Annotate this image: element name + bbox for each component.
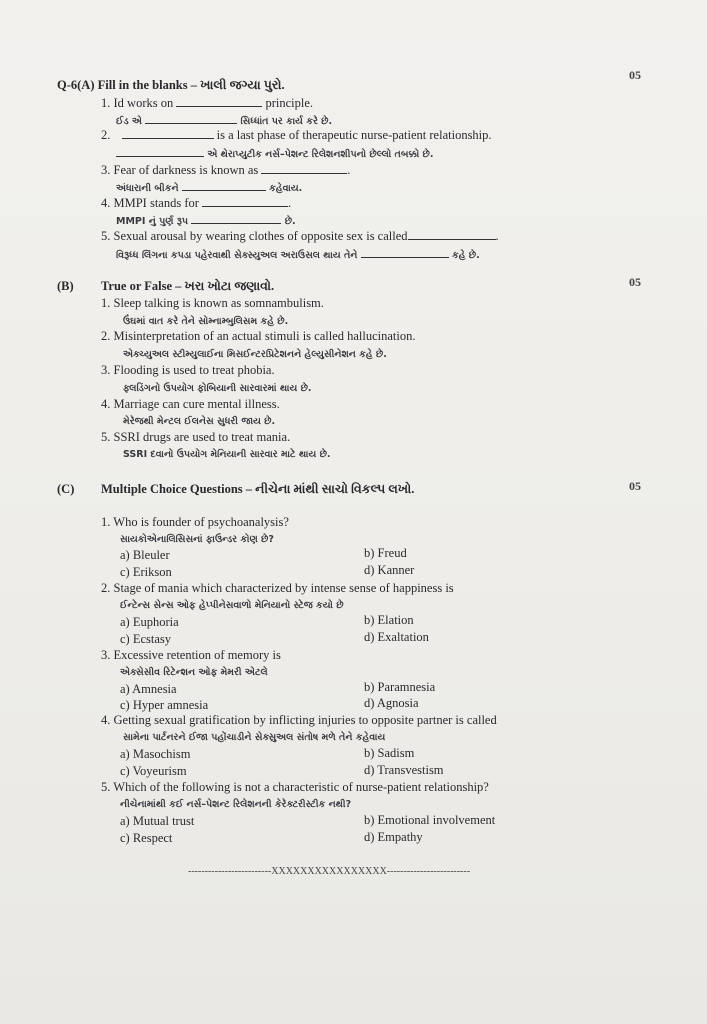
marks-c: 05 bbox=[629, 479, 641, 493]
c2-option-c: c) Ecstasy bbox=[120, 632, 172, 646]
a3-gu bbox=[116, 179, 302, 196]
a3-gu-part2: કહેવાય. bbox=[269, 183, 303, 194]
c4-option-b: b) Sadism bbox=[364, 746, 415, 760]
a1-gu-blank bbox=[145, 112, 237, 124]
marks-a: 05 bbox=[629, 68, 641, 82]
b3-gu: ફ્લડિંગનો ઉપયોગ ફોબિયાની સારવારમાં થાય છે. bbox=[123, 383, 312, 394]
c4-option-a: a) Masochism bbox=[120, 747, 191, 761]
a4-num: 4. bbox=[101, 196, 111, 210]
a5-gu bbox=[116, 246, 480, 263]
a4-gu-blank bbox=[191, 212, 281, 224]
b2-gu: એક્ચ્યુઅલ સ્ટીમ્યુલાઈના મિસઈન્ટરપ્રિટેશનને હેલ્યુસીનેશન કહે છે. bbox=[123, 349, 387, 360]
a4-en bbox=[101, 195, 291, 211]
a2-en bbox=[101, 127, 492, 143]
a3-en-part2: . bbox=[347, 163, 351, 177]
a3-gu-part1: અંધારાની બીકને bbox=[116, 183, 179, 194]
a5-blank bbox=[408, 228, 496, 240]
c5-text: Which of the following is not a characteristic of nurse-patient relationship? bbox=[113, 780, 489, 794]
section-b-title: True or False – ખરા ખોટા જણાવો. bbox=[101, 279, 275, 293]
c1-en bbox=[101, 515, 289, 530]
c3-option-c: c) Hyper amnesia bbox=[120, 698, 209, 712]
a2-gu-part2: એ થેરાપ્યુટીક નર્સ–પેશન્ટ રિલેશનશીપનો છેલ્લો તબક્કો છે. bbox=[207, 149, 434, 160]
b3-text: Flooding is used to treat phobia. bbox=[113, 363, 275, 377]
b4-text: Marriage can cure mental illness. bbox=[113, 397, 280, 411]
section-c-title: Multiple Choice Questions – નીચેના માંથી સાચો વિકલ્પ લખો. bbox=[101, 482, 415, 496]
b4-en bbox=[101, 397, 280, 412]
c1-option-a: a) Bleuler bbox=[120, 548, 170, 562]
a4-gu-part2: છે. bbox=[284, 216, 296, 227]
c3-gu: એક્સેસીવ રિટેન્શન ઓફ મેમરી એટલે bbox=[120, 667, 268, 678]
a5-en-part1: Sexual arousal by wearing clothes of opposite sex is called bbox=[113, 229, 408, 243]
b2-en bbox=[101, 329, 416, 344]
a3-en bbox=[101, 162, 351, 178]
section-a-label: Q-6(A) bbox=[57, 78, 95, 92]
a2-gu bbox=[116, 145, 433, 162]
a1-en-part2: principle. bbox=[265, 96, 314, 110]
a5-en bbox=[101, 228, 499, 244]
a4-blank bbox=[202, 195, 288, 207]
a2-gu-blank bbox=[116, 145, 204, 157]
c3-en bbox=[101, 648, 281, 663]
c5-num: 5. bbox=[101, 780, 111, 794]
c5-en bbox=[101, 780, 489, 795]
a5-gu-blank bbox=[361, 246, 449, 258]
b2-text: Misinterpretation of an actual stimuli is called hallucination. bbox=[113, 329, 416, 343]
a5-gu-part1: વિરૂધ્ધ લિંગના કપડા પહેરવાથી સેક્સ્યુઅલ અરાઉસલ થાય તેને bbox=[116, 250, 358, 261]
c5-option-a: a) Mutual trust bbox=[120, 814, 195, 828]
b5-text: SSRI drugs are used to treat mania. bbox=[113, 430, 291, 444]
b2-num: 2. bbox=[101, 329, 111, 343]
c1-option-d: d) Kanner bbox=[364, 563, 415, 577]
c3-num: 3. bbox=[101, 648, 111, 662]
c2-option-b: b) Elation bbox=[364, 613, 414, 627]
a2-num: 2. bbox=[101, 128, 111, 142]
section-a-heading bbox=[57, 78, 285, 93]
c1-option-c: c) Erikson bbox=[120, 565, 172, 579]
end-marker: -------------------------XXXXXXXXXXXXXXXX------------------------- bbox=[188, 866, 471, 877]
c1-gu: સાયકોએનાલિસિસનાં ફાઉન્ડર કોણ છે? bbox=[120, 534, 274, 545]
c5-option-b: b) Emotional involvement bbox=[364, 813, 496, 827]
a4-en-part1: MMPI stands for bbox=[113, 196, 199, 210]
marks-b: 05 bbox=[629, 275, 641, 289]
c2-gu: ઈન્ટેન્સ સેન્સ ઓફ હેપ્પીનેસવાળો મેનિયાનો સ્ટેજ કયો છે bbox=[120, 600, 344, 611]
a3-num: 3. bbox=[101, 163, 111, 177]
a1-en-part1: Id works on bbox=[113, 96, 174, 110]
b3-en bbox=[101, 363, 275, 378]
b3-num: 3. bbox=[101, 363, 111, 377]
b4-gu: મેરેજથી મેન્ટલ ઈલનેસ સુધરી જાય છે. bbox=[123, 416, 276, 427]
c3-option-a: a) Amnesia bbox=[120, 682, 177, 696]
c3-option-d: d) Agnosia bbox=[364, 696, 419, 710]
b1-num: 1. bbox=[101, 296, 111, 310]
b1-text: Sleep talking is known as somnambulism. bbox=[113, 296, 324, 310]
c2-en bbox=[101, 581, 454, 596]
c4-option-d: d) Transvestism bbox=[364, 763, 444, 777]
b5-en bbox=[101, 430, 290, 445]
c4-gu: સામેના પાર્ટનરને ઈજા પહોંચાડીને સેક્સુઅલ સંતોષ મળે તેને કહેવાય bbox=[123, 732, 386, 743]
c3-option-b: b) Paramnesia bbox=[364, 680, 436, 694]
section-a-title: Fill in the blanks – ખાલી જગ્યા પુરો. bbox=[97, 78, 285, 92]
c3-text: Excessive retention of memory is bbox=[113, 648, 281, 662]
b4-num: 4. bbox=[101, 397, 111, 411]
c1-option-b: b) Freud bbox=[364, 546, 407, 560]
c2-option-d: d) Exaltation bbox=[364, 630, 429, 644]
a5-gu-part2: કહે છે. bbox=[451, 250, 480, 261]
b5-gu: SSRI દવાનો ઉપયોગ મેનિયાની સારવાર માટે થાય છે. bbox=[123, 449, 331, 460]
a1-num: 1. bbox=[101, 96, 111, 110]
section-b-label: (B) bbox=[57, 279, 74, 293]
c5-option-c: c) Respect bbox=[120, 831, 173, 845]
a4-gu bbox=[116, 212, 296, 229]
section-c-label: (C) bbox=[57, 482, 75, 496]
c4-num: 4. bbox=[101, 713, 111, 727]
a1-en bbox=[101, 95, 313, 111]
a1-gu-part1: ઈડ એ bbox=[116, 116, 142, 127]
c5-gu: નીચેનામાંથી કઈ નર્સ–પેશન્ટ રિલેશનની કેરેક્ટરીસ્ટીક નથી? bbox=[120, 799, 352, 810]
c4-en bbox=[101, 713, 497, 728]
a1-blank bbox=[176, 95, 262, 107]
a3-blank bbox=[261, 162, 347, 174]
b1-gu: ઉંઘમાં વાત કરે તેને સોમ્નામ્બુલિસમ કહે છે. bbox=[123, 316, 289, 327]
a1-gu-part2: સિધ્ધાંત પર કાર્ય કરે છે. bbox=[240, 116, 333, 127]
c1-num: 1. bbox=[101, 515, 111, 529]
a4-gu-part1: MMPI નું પુર્ણ રૂપ bbox=[116, 216, 189, 227]
b5-num: 5. bbox=[101, 430, 111, 444]
c4-option-c: c) Voyeurism bbox=[120, 764, 187, 778]
a2-blank bbox=[122, 127, 214, 139]
c4-text: Getting sexual gratification by inflicting injuries to opposite partner is called bbox=[113, 713, 497, 727]
c2-num: 2. bbox=[101, 581, 111, 595]
c2-option-a: a) Euphoria bbox=[120, 615, 179, 629]
a4-en-part2: . bbox=[288, 196, 292, 210]
a5-en-part2: . bbox=[495, 229, 499, 243]
c2-text: Stage of mania which characterized by intense sense of happiness is bbox=[113, 581, 454, 595]
c5-option-d: d) Empathy bbox=[364, 830, 423, 844]
c1-text: Who is founder of psychoanalysis? bbox=[113, 515, 289, 529]
a2-en-part2: is a last phase of therapeutic nurse-patient relationship. bbox=[216, 128, 492, 142]
a3-gu-blank bbox=[182, 179, 266, 191]
a5-num: 5. bbox=[101, 229, 111, 243]
b1-en bbox=[101, 296, 324, 311]
a3-en-part1: Fear of darkness is known as bbox=[113, 163, 259, 177]
